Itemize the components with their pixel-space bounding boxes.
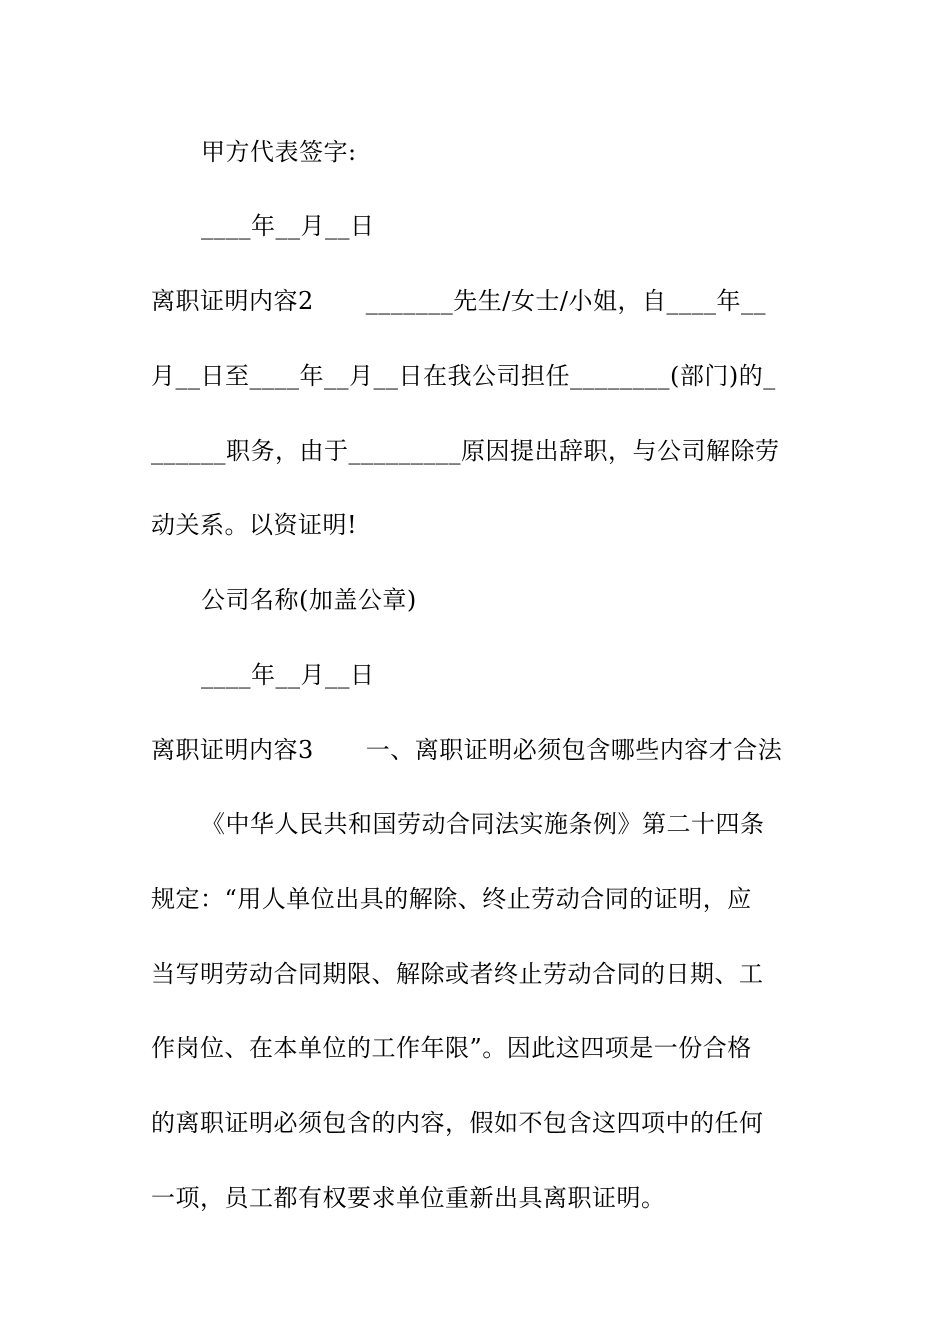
section-subheading: 一、离职证明必须包含哪些内容才合法: [365, 736, 783, 764]
body-line: 当写明劳动合同期限、解除或者终止劳动合同的日期、工: [151, 960, 764, 988]
body-line: 的离职证明必须包含的内容，假如不包含这四项中的任何: [151, 1109, 764, 1137]
body-line: 月__日至____年__月__日在我公司担任________(部门)的_: [151, 362, 776, 390]
section-2-first-line: [151, 285, 766, 317]
section-heading: 离职证明内容3: [151, 736, 314, 764]
body-line: 一项，员工都有权要求单位重新出具离职证明。: [151, 1184, 666, 1212]
company-name-line: 公司名称(加盖公章): [201, 586, 417, 614]
body-line: 《中华人民共和国劳动合同法实施条例》第二十四条: [201, 810, 765, 838]
body-line: 作岗位、在本单位的工作年限”。因此这四项是一份合格: [151, 1034, 752, 1062]
date-line: ____年__月__日: [201, 212, 375, 240]
section-heading: 离职证明内容2: [151, 287, 314, 315]
body-line: _______先生/女士/小姐，自____年__: [365, 287, 766, 315]
body-line: ______职务，由于_________原因提出辞职，与公司解除劳: [151, 437, 780, 465]
signature-label: 甲方代表签字:: [201, 138, 357, 166]
body-line: 动关系。以资证明!: [151, 511, 358, 539]
body-line: 规定：“用人单位出具的解除、终止劳动合同的证明，应: [151, 885, 752, 913]
section-3-first-line: [151, 734, 782, 766]
date-line: ____年__月__日: [201, 661, 375, 689]
